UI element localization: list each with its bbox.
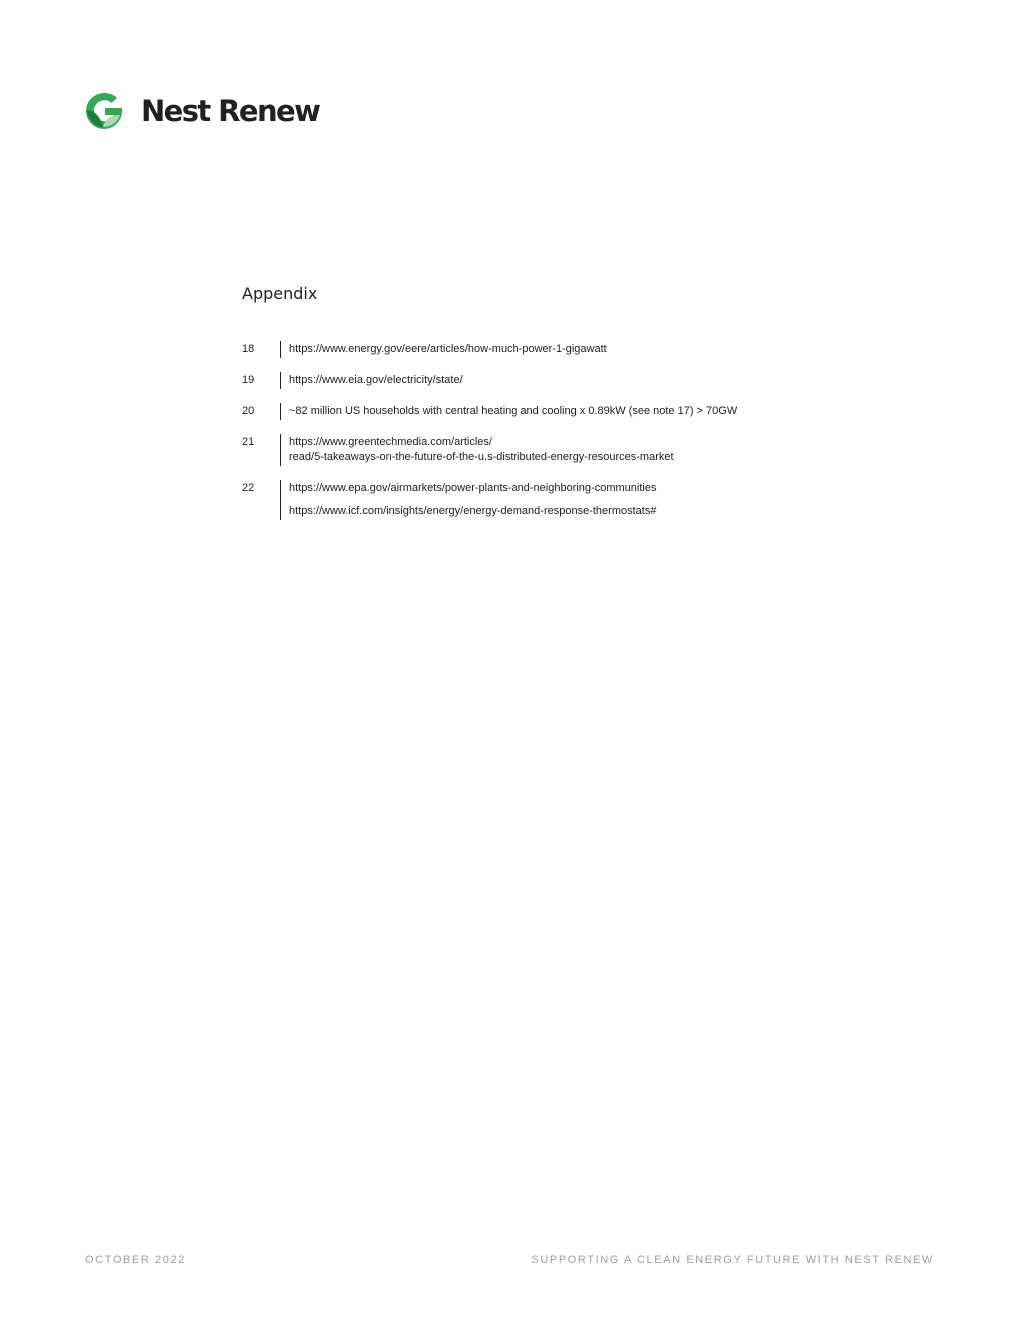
note-body bbox=[280, 403, 737, 420]
appendix-notes-list bbox=[242, 341, 802, 534]
brand-logo bbox=[84, 90, 319, 132]
note-number: 18 bbox=[242, 343, 255, 355]
note-link-continued[interactable]: read/5-takeaways-on-the-future-of-the-u.s-distributed-energy-resources-market bbox=[289, 451, 674, 463]
note-body bbox=[280, 480, 656, 520]
brand-name: Nest Renew bbox=[141, 94, 320, 128]
note-body bbox=[280, 434, 674, 466]
footer-date: OCTOBER 2022 bbox=[85, 1254, 186, 1266]
note-number: 21 bbox=[242, 436, 255, 448]
note-link[interactable]: https://www.energy.gov/eere/articles/how-much-power-1-gigawatt bbox=[289, 343, 607, 355]
note-number: 22 bbox=[242, 482, 255, 494]
appendix-note bbox=[242, 403, 802, 420]
note-link[interactable]: https://www.icf.com/insights/energy/energy-demand-response-thermostats# bbox=[289, 505, 657, 517]
note-number: 20 bbox=[242, 405, 255, 417]
nest-renew-logo-icon bbox=[84, 91, 124, 131]
appendix-note bbox=[242, 434, 802, 466]
appendix-title: Appendix bbox=[242, 284, 318, 303]
note-body bbox=[280, 372, 463, 389]
note-link[interactable]: https://www.epa.gov/airmarkets/power-plants-and-neighboring-communities bbox=[289, 482, 657, 494]
note-text: ~82 million US households with central heating and cooling x 0.89kW (see note 17) > 70GW bbox=[289, 405, 738, 417]
note-body bbox=[280, 341, 607, 358]
footer-document-title: SUPPORTING A CLEAN ENERGY FUTURE WITH NEST RENEW bbox=[531, 1254, 934, 1266]
note-link[interactable]: https://www.greentechmedia.com/articles/ bbox=[289, 436, 492, 448]
note-number: 19 bbox=[242, 374, 255, 386]
appendix-note bbox=[242, 372, 802, 389]
appendix-note bbox=[242, 480, 802, 520]
note-link[interactable]: https://www.eia.gov/electricity/state/ bbox=[289, 374, 463, 386]
appendix-note bbox=[242, 341, 802, 358]
